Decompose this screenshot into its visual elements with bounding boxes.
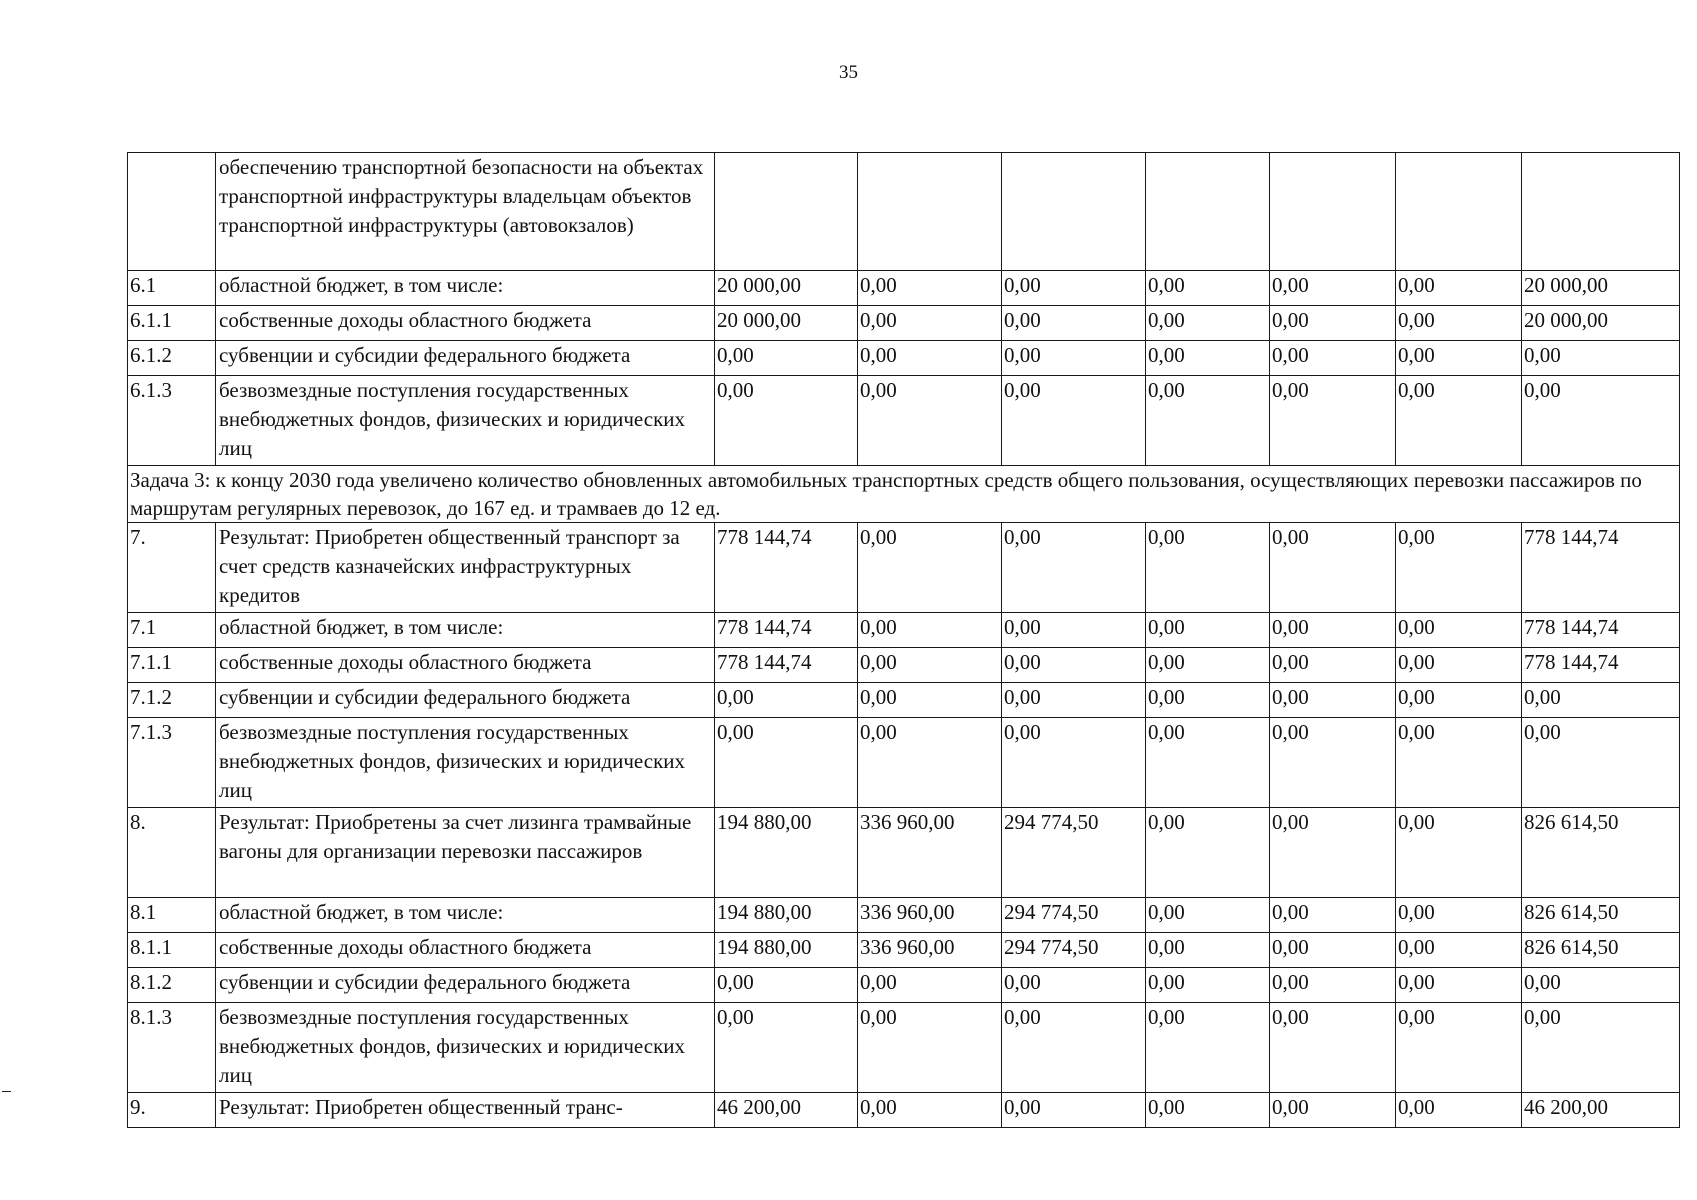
row-year-value: 0,00 — [858, 1093, 1002, 1128]
row-code: 8.1.2 — [128, 968, 216, 1003]
table-body — [128, 153, 1680, 1128]
row-name: областной бюджет, в том числе: — [216, 898, 715, 933]
row-year-value: 0,00 — [1396, 271, 1522, 306]
row-code: 6.1.2 — [128, 341, 216, 376]
row-total-value: 46 200,00 — [1522, 1093, 1680, 1128]
row-year-value: 0,00 — [1146, 968, 1270, 1003]
row-year-value: 0,00 — [1396, 376, 1522, 466]
row-year-value: 0,00 — [1002, 306, 1146, 341]
row-year-value: 0,00 — [1002, 341, 1146, 376]
table-row — [128, 613, 1680, 648]
row-total-value: 826 614,50 — [1522, 898, 1680, 933]
row-code: 9. — [128, 1093, 216, 1128]
row-year-value: 0,00 — [1270, 898, 1396, 933]
row-name: собственные доходы областного бюджета — [216, 648, 715, 683]
row-year-value: 0,00 — [1396, 683, 1522, 718]
row-year-value: 0,00 — [1146, 376, 1270, 466]
row-year-value: 778 144,74 — [715, 648, 858, 683]
table-row — [128, 648, 1680, 683]
row-code: 6.1.1 — [128, 306, 216, 341]
row-year-value: 20 000,00 — [715, 271, 858, 306]
row-year-value: 0,00 — [1396, 523, 1522, 613]
row-year-value: 0,00 — [1146, 1003, 1270, 1093]
row-year-value: 0,00 — [1146, 808, 1270, 898]
row-name: субвенции и субсидии федерального бюджета — [216, 341, 715, 376]
table-row — [128, 898, 1680, 933]
row-year-value: 0,00 — [715, 968, 858, 1003]
table-row — [128, 808, 1680, 898]
row-year-value: 294 774,50 — [1002, 933, 1146, 968]
table-row — [128, 1003, 1680, 1093]
row-code: 7.1.2 — [128, 683, 216, 718]
row-year-value: 0,00 — [858, 648, 1002, 683]
row-year-value: 0,00 — [1146, 613, 1270, 648]
row-year-value: 0,00 — [1146, 271, 1270, 306]
row-year-value: 294 774,50 — [1002, 898, 1146, 933]
row-year-value: 0,00 — [1002, 968, 1146, 1003]
row-year-value: 0,00 — [715, 718, 858, 808]
table-row — [128, 1093, 1680, 1128]
table-row — [128, 683, 1680, 718]
row-total-value: 20 000,00 — [1522, 306, 1680, 341]
row-year-value: 0,00 — [1002, 1093, 1146, 1128]
row-year-value: 46 200,00 — [715, 1093, 858, 1128]
row-code: 7.1.3 — [128, 718, 216, 808]
row-name: Результат: Приобретены за счет лизинга трамвайные вагоны для организации перевозки пассажиров — [216, 808, 715, 898]
row-year-value: 20 000,00 — [715, 306, 858, 341]
row-total-value: 826 614,50 — [1522, 808, 1680, 898]
row-name: областной бюджет, в том числе: — [216, 613, 715, 648]
row-year-value: 0,00 — [1146, 648, 1270, 683]
table-row — [128, 153, 1680, 271]
row-year-value: 0,00 — [1146, 341, 1270, 376]
row-total-value — [1522, 153, 1680, 271]
row-year-value: 0,00 — [858, 968, 1002, 1003]
row-name: Результат: Приобретен общественный транспорт за счет средств казначейских инфраструктурных кредитов — [216, 523, 715, 613]
row-year-value: 0,00 — [1270, 718, 1396, 808]
row-year-value: 0,00 — [1146, 523, 1270, 613]
row-code: 6.1.3 — [128, 376, 216, 466]
row-name: субвенции и субсидии федерального бюджета — [216, 968, 715, 1003]
row-year-value: 0,00 — [1002, 523, 1146, 613]
row-year-value: 0,00 — [1270, 1093, 1396, 1128]
row-code: 7.1 — [128, 613, 216, 648]
row-year-value: 0,00 — [1002, 1003, 1146, 1093]
row-code: 7. — [128, 523, 216, 613]
table-row — [128, 376, 1680, 466]
row-year-value: 0,00 — [715, 683, 858, 718]
row-name: безвозмездные поступления государственных внебюджетных фондов, физических и юридических лиц — [216, 718, 715, 808]
row-year-value: 336 960,00 — [858, 898, 1002, 933]
row-year-value: 778 144,74 — [715, 613, 858, 648]
row-code: 7.1.1 — [128, 648, 216, 683]
row-name: безвозмездные поступления государственных внебюджетных фондов, физических и юридических лиц — [216, 376, 715, 466]
row-year-value — [1146, 153, 1270, 271]
row-total-value: 778 144,74 — [1522, 523, 1680, 613]
row-code — [128, 153, 216, 271]
row-year-value: 0,00 — [1146, 1093, 1270, 1128]
row-year-value: 0,00 — [1146, 898, 1270, 933]
table-row — [128, 271, 1680, 306]
row-year-value: 0,00 — [1270, 306, 1396, 341]
row-total-value: 0,00 — [1522, 376, 1680, 466]
row-year-value: 0,00 — [1270, 271, 1396, 306]
margin-mark — [2, 1091, 11, 1092]
row-year-value: 336 960,00 — [858, 933, 1002, 968]
row-year-value: 0,00 — [1002, 376, 1146, 466]
row-year-value: 0,00 — [1270, 683, 1396, 718]
row-name: собственные доходы областного бюджета — [216, 306, 715, 341]
row-total-value: 0,00 — [1522, 968, 1680, 1003]
row-year-value: 0,00 — [858, 1003, 1002, 1093]
row-year-value: 0,00 — [1396, 306, 1522, 341]
row-year-value: 0,00 — [1146, 683, 1270, 718]
row-year-value: 336 960,00 — [858, 808, 1002, 898]
row-year-value: 194 880,00 — [715, 808, 858, 898]
row-year-value: 0,00 — [1396, 808, 1522, 898]
row-year-value — [1396, 153, 1522, 271]
row-year-value: 0,00 — [1270, 808, 1396, 898]
row-name: Результат: Приобретен общественный транс- — [216, 1093, 715, 1128]
table-row — [128, 933, 1680, 968]
row-name: обеспечению транспортной безопасности на объектах транспортной инфраструктуры владельцам объектов транспортной инфраструктуры (автовокзалов) — [216, 153, 715, 271]
row-year-value: 0,00 — [1396, 898, 1522, 933]
row-year-value: 0,00 — [1396, 341, 1522, 376]
row-year-value: 0,00 — [1396, 933, 1522, 968]
row-year-value: 0,00 — [858, 306, 1002, 341]
row-year-value: 0,00 — [1270, 968, 1396, 1003]
row-year-value: 0,00 — [1396, 648, 1522, 683]
row-total-value: 826 614,50 — [1522, 933, 1680, 968]
row-year-value: 0,00 — [1270, 613, 1396, 648]
row-year-value — [1002, 153, 1146, 271]
row-code: 8.1.3 — [128, 1003, 216, 1093]
table-row — [128, 968, 1680, 1003]
row-year-value: 0,00 — [1146, 718, 1270, 808]
row-year-value: 0,00 — [1270, 523, 1396, 613]
row-year-value: 0,00 — [1002, 683, 1146, 718]
budget-table — [127, 152, 1680, 1128]
row-year-value: 0,00 — [1146, 933, 1270, 968]
row-year-value: 0,00 — [1002, 648, 1146, 683]
row-year-value: 0,00 — [858, 613, 1002, 648]
row-year-value: 0,00 — [715, 376, 858, 466]
row-total-value: 0,00 — [1522, 341, 1680, 376]
row-name: областной бюджет, в том числе: — [216, 271, 715, 306]
row-year-value: 0,00 — [858, 271, 1002, 306]
table-row — [128, 306, 1680, 341]
page-number: 35 — [839, 62, 858, 83]
row-total-value: 0,00 — [1522, 683, 1680, 718]
row-code: 8.1.1 — [128, 933, 216, 968]
table-row — [128, 523, 1680, 613]
row-year-value: 0,00 — [858, 341, 1002, 376]
row-total-value: 0,00 — [1522, 1003, 1680, 1093]
row-year-value: 0,00 — [1396, 718, 1522, 808]
row-year-value: 0,00 — [1396, 1093, 1522, 1128]
task-text: Задача 3: к концу 2030 года увеличено количество обновленных автомобильных транспортных средств общего пользования, осуществляющих перевозки пассажиров по маршрутам регулярных перевозок, до 167 ед. и трамваев до 12 ед. — [128, 466, 1680, 523]
row-year-value: 0,00 — [858, 376, 1002, 466]
task-row — [128, 466, 1680, 523]
row-code: 8. — [128, 808, 216, 898]
row-year-value — [1270, 153, 1396, 271]
row-year-value: 0,00 — [1002, 718, 1146, 808]
row-year-value: 0,00 — [1270, 376, 1396, 466]
row-year-value: 194 880,00 — [715, 898, 858, 933]
table-row — [128, 718, 1680, 808]
row-year-value: 0,00 — [1396, 1003, 1522, 1093]
row-year-value: 0,00 — [1002, 613, 1146, 648]
row-year-value: 0,00 — [1270, 341, 1396, 376]
row-year-value: 0,00 — [1396, 613, 1522, 648]
row-year-value: 0,00 — [1002, 271, 1146, 306]
row-year-value: 0,00 — [1396, 968, 1522, 1003]
row-year-value — [715, 153, 858, 271]
row-year-value: 0,00 — [858, 683, 1002, 718]
table-row — [128, 341, 1680, 376]
row-total-value: 20 000,00 — [1522, 271, 1680, 306]
row-year-value: 0,00 — [1270, 933, 1396, 968]
row-total-value: 778 144,74 — [1522, 648, 1680, 683]
row-year-value: 194 880,00 — [715, 933, 858, 968]
row-year-value: 778 144,74 — [715, 523, 858, 613]
row-year-value: 0,00 — [1146, 306, 1270, 341]
row-code: 8.1 — [128, 898, 216, 933]
row-year-value: 0,00 — [858, 523, 1002, 613]
row-code: 6.1 — [128, 271, 216, 306]
row-name: субвенции и субсидии федерального бюджета — [216, 683, 715, 718]
row-year-value: 0,00 — [715, 1003, 858, 1093]
row-year-value: 0,00 — [715, 341, 858, 376]
row-total-value: 778 144,74 — [1522, 613, 1680, 648]
row-year-value: 0,00 — [1270, 648, 1396, 683]
row-year-value: 0,00 — [858, 718, 1002, 808]
row-name: безвозмездные поступления государственных внебюджетных фондов, физических и юридических лиц — [216, 1003, 715, 1093]
row-total-value: 0,00 — [1522, 718, 1680, 808]
row-year-value: 0,00 — [1270, 1003, 1396, 1093]
row-year-value: 294 774,50 — [1002, 808, 1146, 898]
row-name: собственные доходы областного бюджета — [216, 933, 715, 968]
row-year-value — [858, 153, 1002, 271]
